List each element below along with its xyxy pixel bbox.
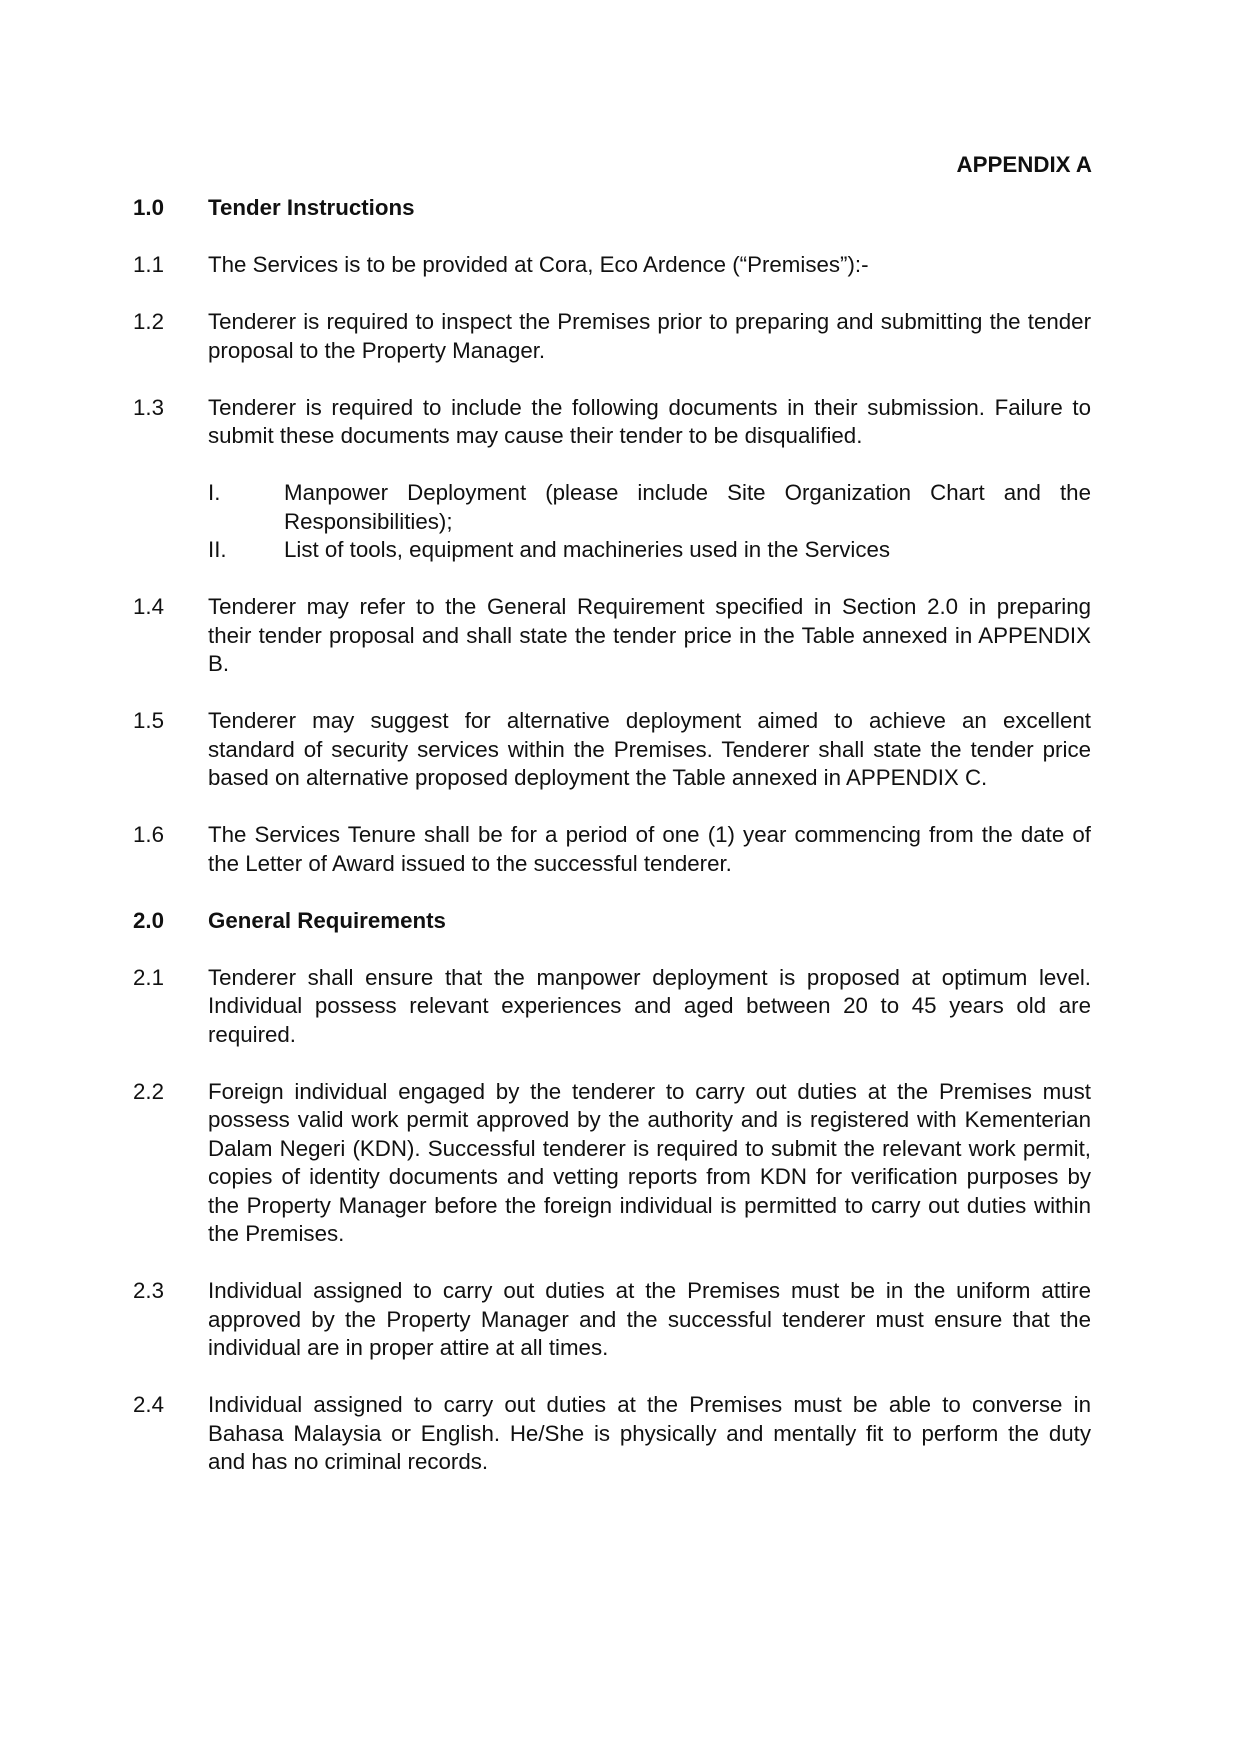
text-line: Foreign individual engaged by the tenderer to carry out duties at the Premises must	[208, 1078, 1091, 1104]
clause-text	[208, 593, 1091, 679]
document-body	[133, 194, 1091, 1477]
text-line: Responsibilities);	[284, 508, 453, 534]
text-line: The Services is to be provided at Cora, Eco Ardence (“Premises”):-	[208, 252, 869, 277]
text-line: Individual assigned to carry out duties at the Premises must be in the uniform attire	[208, 1278, 1091, 1303]
clause-number: 1.3	[133, 394, 164, 420]
text-line: required.	[208, 1021, 297, 1047]
text-line: submit these documents may cause their tender to be disqualified.	[208, 423, 863, 448]
text-line: individual are in proper attire at all times.	[208, 1335, 609, 1360]
text-line: and has no criminal records.	[208, 1449, 489, 1474]
clause	[133, 394, 1091, 565]
clause	[133, 308, 1091, 365]
section-heading	[133, 194, 1091, 223]
text-line: Individual possess relevant experiences and aged between 20 to 45 years old are	[208, 993, 1091, 1018]
clause-text	[208, 308, 1091, 365]
clause-number: 1.5	[133, 708, 164, 733]
text-line: standard of security services within the Premises. Tenderer shall state the tender price	[208, 736, 1091, 762]
clause-number: 1.1	[133, 252, 164, 277]
text-line: their tender proposal and shall state the tender price in the Table annexed in APPENDIX	[208, 622, 1091, 648]
clause	[133, 1277, 1091, 1363]
clause-text	[208, 821, 1091, 878]
text-line: The Services Tenure shall be for a period of one (1) year commencing from the date of	[208, 822, 1091, 847]
text-line: approved by the Property Manager and the successful tenderer must ensure that the	[208, 1306, 1091, 1332]
text-line: Tenderer is required to inspect the Premises prior to preparing and submitting the tender	[208, 309, 1091, 334]
list-item	[208, 479, 1091, 536]
section-title: Tender Instructions	[208, 195, 415, 220]
text-line: Dalam Negeri (KDN). Successful tenderer is required to submit the relevant work permit,	[208, 1135, 1091, 1161]
text-line: List of tools, equipment and machineries used in the Services	[284, 537, 891, 562]
clause-number: 1.4	[133, 594, 164, 619]
text-line: the Premises.	[208, 1221, 345, 1246]
clause-text	[208, 1391, 1091, 1477]
section-number: 2.0	[133, 907, 164, 933]
clause-text	[208, 964, 1091, 1050]
clause-number: 1.2	[133, 309, 164, 334]
section-heading	[133, 907, 1091, 936]
text-line: Individual assigned to carry out duties at the Premises must be able to converse in	[208, 1392, 1091, 1417]
list-item-number: II.	[208, 537, 227, 562]
text-line: possess valid work permit approved by the authority and is registered with Kementerian	[208, 1107, 1091, 1132]
section-title: General Requirements	[208, 907, 446, 933]
text-line: Tenderer is required to include the following documents in their submission. Failure to	[208, 394, 1091, 420]
text-line: Manpower Deployment (please include Site Organization Chart and the	[284, 480, 1091, 505]
clause-number: 2.3	[133, 1278, 164, 1303]
list-item-number: I.	[208, 480, 221, 505]
text-line: B.	[208, 651, 230, 676]
text-line: Tenderer may suggest for alternative deployment aimed to achieve an excellent	[208, 708, 1091, 733]
clause	[133, 707, 1091, 793]
clause-number: 2.2	[133, 1078, 164, 1104]
text-line: copies of identity documents and vetting reports from KDN for verification purposes by	[208, 1164, 1091, 1189]
clause-text	[208, 1277, 1091, 1363]
text-line: the Letter of Award issued to the successful tenderer.	[208, 850, 732, 876]
clause-text	[208, 251, 1091, 280]
clause	[133, 964, 1091, 1050]
clause	[133, 593, 1091, 679]
section-number: 1.0	[133, 195, 164, 220]
clause-text	[208, 394, 1091, 565]
clause-text	[208, 707, 1091, 793]
clause-number: 2.4	[133, 1392, 164, 1417]
text-line: the Property Manager before the foreign individual is permitted to carry out duties within	[208, 1192, 1091, 1218]
clause-number: 2.1	[133, 964, 164, 990]
list-item	[208, 536, 1091, 565]
clause	[133, 821, 1091, 878]
list-item-text	[284, 536, 1091, 565]
clause-text	[208, 1078, 1091, 1249]
text-line: proposal to the Property Manager.	[208, 337, 546, 363]
clause-number: 1.6	[133, 822, 164, 847]
list-item-text	[284, 479, 1091, 536]
clause	[133, 251, 1091, 280]
clause	[133, 1391, 1091, 1477]
appendix-label: APPENDIX A	[956, 152, 1092, 177]
clause	[133, 1078, 1091, 1249]
text-line: Tenderer may refer to the General Requirement specified in Section 2.0 in preparing	[208, 594, 1091, 619]
text-line: Tenderer shall ensure that the manpower deployment is proposed at optimum level.	[208, 964, 1091, 990]
text-line: based on alternative proposed deployment the Table annexed in APPENDIX C.	[208, 765, 988, 790]
text-line: Bahasa Malaysia or English. He/She is physically and mentally fit to perform the duty	[208, 1420, 1091, 1446]
